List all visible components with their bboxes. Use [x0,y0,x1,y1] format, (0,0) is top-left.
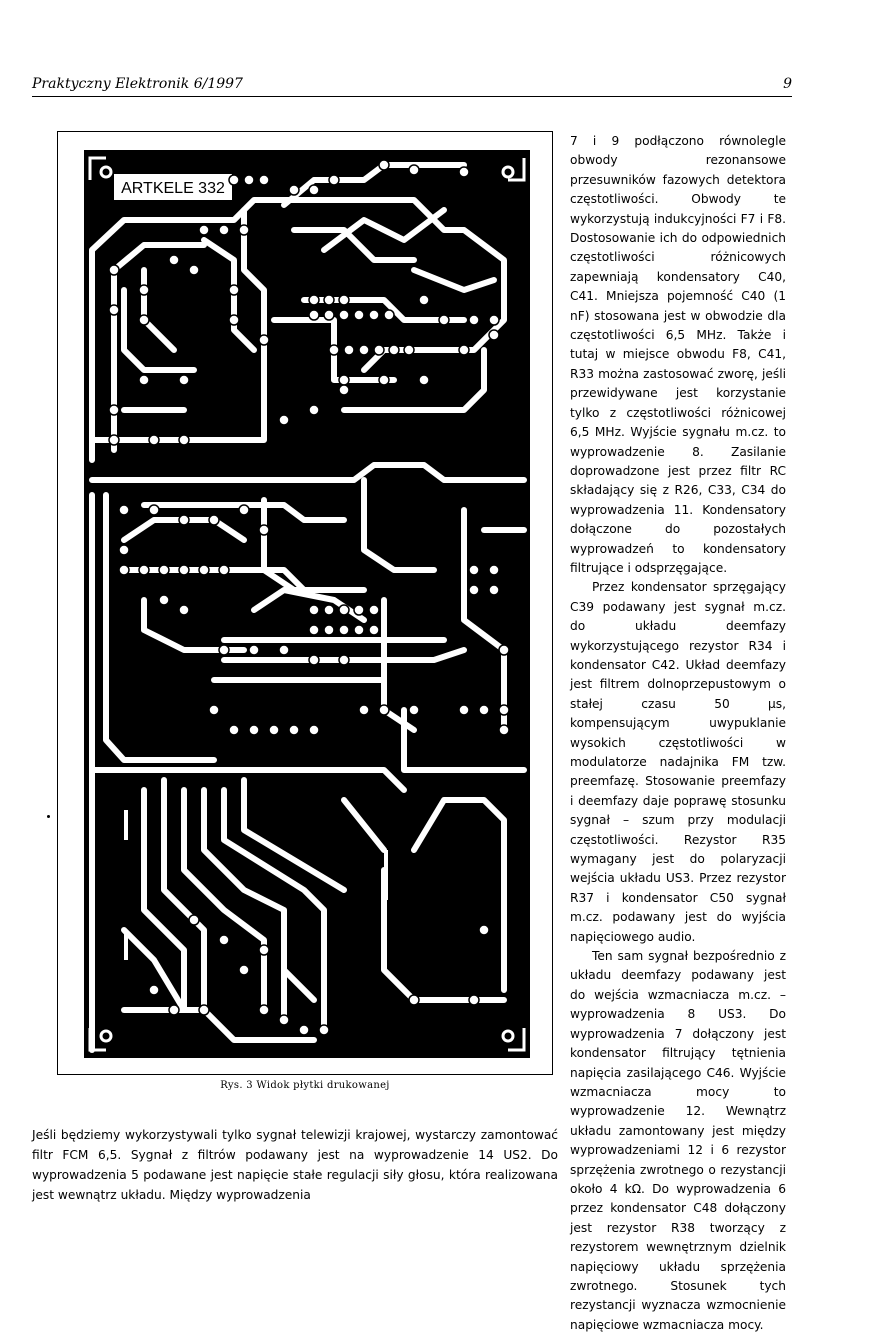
board-label: ARTKELE 332 [121,180,225,197]
right-paragraph-2: Przez kondensator sprzęgający C39 podawany jest sygnał m.cz. do układu deemfazy wykorzystującego rezystor R34 i kondensator C42. Układ deemfazy jest filtrem dolnoprzepustowym o stałej czasu 50 μs, kompensującym uwypuklanie wysokich częstotliwości w modulatorze nadajnika FM tzw. preemfazę. Stosowanie preemfazy i deemfazy daje poprawę stosunku sygnał – szum przy modulacji częstotliwości. Rezystor R35 wymagany jest do polaryzacji wejścia układu US3. Przez rezystor R37 i kondensator C50 sygnał m.cz. podawany jest do wyjścia napięciowego audio. [570,580,786,944]
right-paragraph-3: Ten sam sygnał bezpośrednio z układu deemfazy podawany jest do wejścia wzmacniacza m.cz. – wyprowadzenia 8 US3. Do wyprowadzenia 7 dołączony jest kondensator filtrujący tętnienia napięcia zasilającego C46. Wyjście wzmacniacza mocy to wyprowadzenie 12. Wewnątrz układu zamontowany jest między wyprowadzeniami 12 i 6 rezystor sprzężenia zwrotnego o rezystancji około 4 kΩ. Do wyprowadzenia 6 przez kondensator C48 dołączony jest rezystor R38 tworzący z rezystorem wewnętrznym dzielnik napięciowy układu sprzężenia zwrotnego. Stosunek tych rezystancji wyznacza wzmocnienie napięciowe wzmacniacza mocy. [570,949,786,1332]
figure-caption: Rys. 3 Widok płytki drukowanej [220,1080,390,1091]
pcb-layout-drawing [84,150,530,1058]
bottom-paragraph: Jeśli będziemy wykorzystywali tylko sygnał telewizji krajowej, wystarczy zamontować filtr FCM 6,5. Sygnał z filtrów podawany jest na wyprowadzenie 14 US2. Do wyprowadzenia 5 podawane jest napięcie stałe regulacji siły głosu, która realizowana jest wewnątrz układu. Między wyprowadzenia [32,1128,558,1202]
journal-title: Praktyczny Elektronik 6/1997 [32,76,243,92]
running-header [32,76,792,96]
page-number: 9 [783,76,792,92]
margin-dot [47,815,50,818]
header-rule [32,96,792,97]
right-column [570,132,786,1335]
right-paragraph-1: 7 i 9 podłączono równolegle obwody rezonansowe przesuwników fazowych detektora częstotliwości. Obwody te wykorzystują indukcyjności F7 i F8. Dostosowanie ich do odpowiednich częstotliwości różnicowych zapewniają kondensatory C40, C41. Mniejsza pojemność C40 (1 nF) stosowana jest w obwodzie dla częstotliwości 6,5 MHz. Także i tutaj w miejsce obwodu F8, C41, R33 można zastosować zworę, jeśli przewidywane jest korzystanie tylko z częstotliwości różnicowej 6,5 MHz. Wyjście sygnału m.cz. to wyprowadzenie 8. Zasilanie doprowadzone jest przez filtr RC składający się z R26, C33, C34 do wyprowadzenia 11. Kondensatory dołączone do pozostałych wyprowadzeń to kondensatory filtrujące i odsprzęgające. [570,134,786,575]
